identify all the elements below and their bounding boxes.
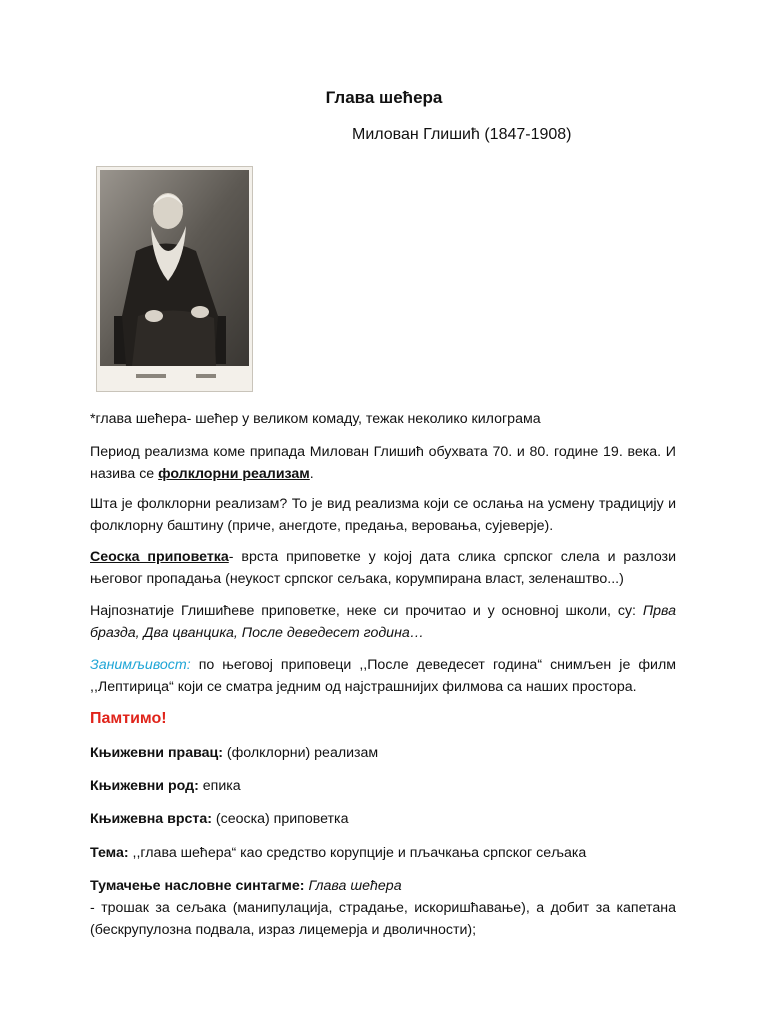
term-village-story: Сеоска приповетка bbox=[90, 549, 229, 565]
fun-fact-label: Занимљивост: bbox=[90, 657, 191, 673]
remember-heading: Памтимо! bbox=[90, 710, 167, 727]
paragraph-village-story bbox=[90, 546, 676, 590]
story-titles: Прва бразда, Два цванцика, После деведесет година… bbox=[90, 603, 676, 641]
paragraph-famous-stories bbox=[90, 600, 676, 644]
paragraph-definition: Шта је фолклорни реализам? То је вид реализма који се ослања на усмену традицију и фолклорну баштину (приче, анегдоте, предања, веровања, сујеверје). bbox=[90, 496, 676, 534]
paragraph-text: Најпознатије Глишићеве приповетке, неке си прочитао и у основној школи, су: bbox=[90, 603, 643, 619]
fact-label: Књижевни правац: bbox=[90, 745, 223, 761]
fact-label: Књижевни род: bbox=[90, 778, 199, 794]
paragraph-period bbox=[90, 441, 676, 485]
fact-value: (фолклорни) реализам bbox=[222, 745, 379, 761]
interpretation-heading bbox=[90, 875, 676, 897]
paragraph-text: - врста приповетке у којој дата слика српског слела и разлози његовог пропадања (неукост српског сељака, корумпирана власт, зеленаштво...) bbox=[90, 549, 676, 587]
paragraph-text: по његовој приповеци ,,После деведесет година“ снимљен је филм ,,Лептирица“ који се сматра једним од најстрашнијих филмова са наших простора. bbox=[90, 657, 676, 695]
page-title: Глава шећера bbox=[325, 88, 443, 107]
fact-value: ,,глава шећера“ као средство корупције и пљачкања српског сељака bbox=[128, 845, 587, 861]
fact-value: епика bbox=[198, 778, 241, 794]
interpretation-phrase: Глава шећера bbox=[304, 878, 402, 894]
fact-value: (сеоска) приповетка bbox=[211, 811, 349, 827]
interpretation-label: Тумачење насловне синтагме: bbox=[90, 878, 305, 894]
fact-row bbox=[90, 842, 676, 864]
fact-row bbox=[90, 808, 676, 830]
portrait-photo-icon bbox=[96, 166, 253, 392]
fact-row bbox=[90, 742, 676, 764]
paragraph-text: . bbox=[309, 466, 314, 482]
fact-label: Тема: bbox=[90, 845, 129, 861]
fact-label: Књижевна врста: bbox=[90, 811, 212, 827]
author-line: Милован Глишић (1847-1908) bbox=[352, 126, 572, 143]
paragraph-fun-fact bbox=[90, 654, 676, 698]
footnote: *глава шећера- шећер у великом комаду, тежак неколико килограма bbox=[90, 411, 541, 427]
interpretation-block bbox=[90, 875, 676, 941]
fact-row bbox=[90, 775, 676, 797]
paragraph-text: Период реализма коме припада Милован Глишић обухвата 70. и 80. године 19. века. И назива се bbox=[90, 444, 676, 482]
term-folk-realism: фолклорни реализам bbox=[158, 466, 310, 482]
interpretation-line: - трошак за сељака (манипулација, страдање, искоришћавање), а добит за капетана (бескрупулозна подвала, израз лицемерја и дволичности); bbox=[90, 900, 676, 938]
